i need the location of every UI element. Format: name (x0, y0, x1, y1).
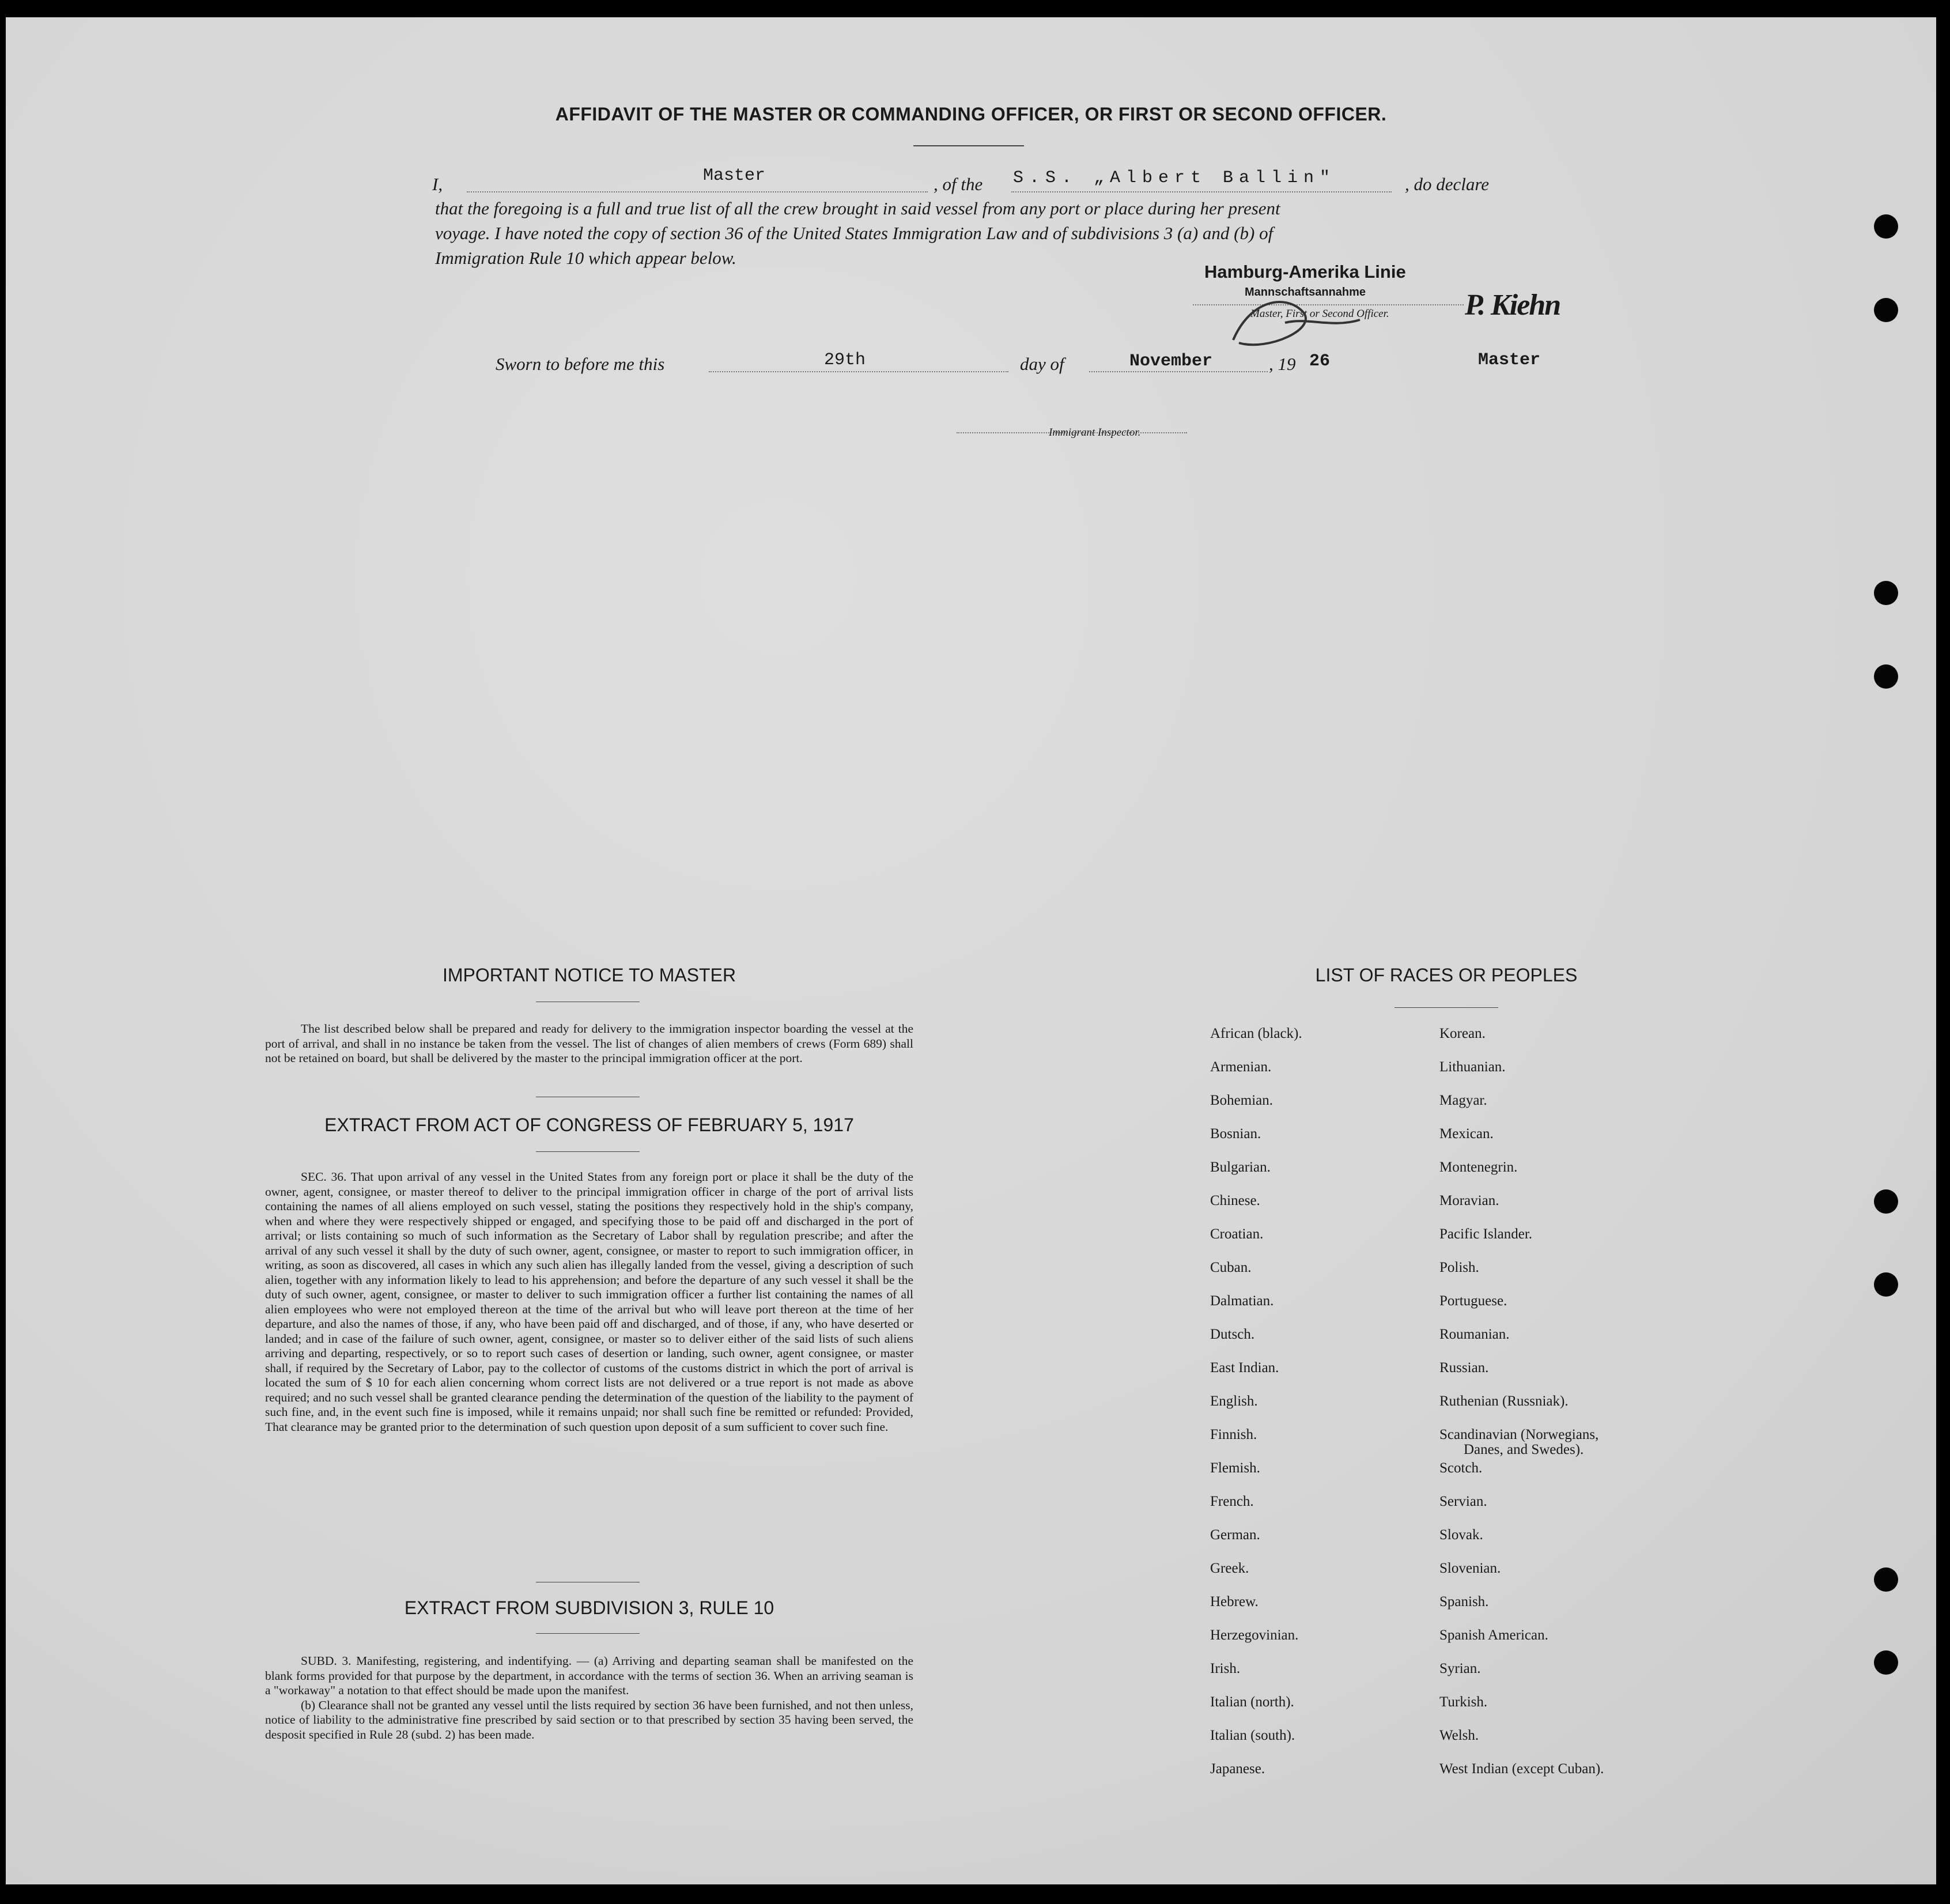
race-item: Portuguese. (1439, 1293, 1507, 1309)
race-item: Slovenian. (1439, 1561, 1501, 1576)
act-text: SEC. 36. That upon arrival of any vessel in the United States from any foreign port or place it shall be the duty of the owner, agent, consignee, or master thereof to deliver to the principal immigration officer in charge of the port of arrival lists containing the names of all aliens employed on such vessel, stating the positions they respectively hold in the ship's company, when and where they were respectively shipped or engaged, and specifying those to be paid off and discharged in the port of arrival; or lists containing so much of such information as the Secretary of Labor shall by regulation prescribe; and after the arrival of any such vessel it shall by the duty of such owner, agent, consignee, or master to report to such immigration officer, in writing, as soon as discovered, all cases in which any such alien has illegally landed from the vessel, giving a description of such alien, together with any information likely to lead to his apprehension; and before the departure of any such vessel it shall be the duty of such owner, agent, consignee, or master to deliver to such immigration officer a further list containing the names of all alien employees who were not employed thereon at the time of the arrival but who will leave port thereon at the time of her departure, and also the names of those, if any, who have been paid off and discharged, and of those, if any, who have deserted or landed; and in case of the failure of such owner, agent, consignee, or master so to deliver either of the said lists of such aliens arriving and departing, respectively, or so to report such cases of desertion or landing, such owner, agent consignee, or master shall, if required by the Secretary of Labor, pay to the collector of customs of the customs district in which the port of arrival is located the sum of $ 10 for each alien concerning whom correct lists are not delivered or a true report is not made as above required; and no such vessel shall be granted clearance pending the determination of the question of the liability to the payment of such fine, and, in the event such fine is imposed, while it remains unpaid; nor shall such fine be remitted or refunded: Provided, That clearance may be granted prior to the determination of such question upon deposit of a sum sufficient to cover such fine. (265, 1170, 913, 1434)
month-blank (1089, 371, 1268, 372)
document-page (6, 17, 1936, 1884)
notice-title: IMPORTANT NOTICE TO MASTER (442, 965, 736, 985)
year-prefix: , 19 (1269, 354, 1296, 374)
company-stamp: Hamburg-Amerika Linie (1204, 262, 1406, 282)
races-divider (1395, 1007, 1498, 1008)
race-item: Italian (north). (1210, 1694, 1294, 1710)
race-item: Korean. (1439, 1026, 1486, 1041)
punch-hole (1874, 1567, 1898, 1592)
rule-divider-bottom (536, 1633, 640, 1634)
day-blank (709, 371, 1008, 372)
race-item: Bohemian. (1210, 1093, 1273, 1108)
rule-text: SUBD. 3. Manifesting, registering, and indentifying. — (a) Arriving and departing seaman shall be manifested on the blank forms provided for that purpose by the department, in accordance with the terms of section 36. When an arriving seaman is a "workaway" a notation to that effect should be made upon the manifest. (b) Clearance shall not be granted any vessel until the lists required by section 36 have been furnished, and not then unless, notice of liability to the administrative fine prescribed by said section or to that prescribed by section 35 having been served, the desposit specified in Rule 28 (subd. 2) has been made. (265, 1654, 913, 1741)
race-item: Dalmatian. (1210, 1293, 1274, 1309)
race-item: Spanish. (1439, 1594, 1489, 1610)
race-item: German. (1210, 1527, 1260, 1543)
race-item: Slovak. (1439, 1527, 1483, 1543)
race-item: Bosnian. (1210, 1126, 1261, 1142)
race-item: Moravian. (1439, 1193, 1499, 1208)
race-item: Irish. (1210, 1661, 1241, 1676)
race-item: Finnish. (1210, 1427, 1257, 1442)
race-item: Greek. (1210, 1561, 1249, 1576)
race-item: Chinese. (1210, 1193, 1260, 1208)
rule-title: EXTRACT FROM SUBDIVISION 3, RULE 10 (404, 1597, 774, 1618)
inspector-caption: Immigrant Inspector. (1049, 426, 1141, 439)
race-item: Russian. (1439, 1360, 1489, 1376)
race-item: French. (1210, 1494, 1254, 1509)
race-item: English. (1210, 1393, 1258, 1409)
signature-caption: Master, First or Second Officer. (1250, 308, 1389, 320)
signature-name: P. Kiehn (1465, 289, 1560, 322)
punch-hole (1874, 214, 1898, 239)
race-item: Spanish American. (1439, 1627, 1548, 1643)
year-value: 26 (1309, 352, 1331, 371)
affidavit-title: AFFIDAVIT OF THE MASTER OR COMMANDING OFFICER, OR FIRST OR SECOND OFFICER. (555, 104, 1387, 124)
punch-hole (1874, 298, 1898, 322)
affidavit-line3: voyage. I have noted the copy of section 36 of the United States Immigration Law and of subdivisions 3 (a) and (b) of (435, 223, 1273, 243)
affidavit-line4: Immigration Rule 10 which appear below. (435, 248, 736, 268)
race-item: Pacific Islander. (1439, 1226, 1533, 1242)
race-item: Dutsch. (1210, 1327, 1255, 1342)
race-item: Scotch. (1439, 1460, 1483, 1476)
officer-value: Master (703, 166, 766, 186)
race-item: Servian. (1439, 1494, 1487, 1509)
race-item: Herzegovinian. (1210, 1627, 1299, 1643)
race-item: Roumanian. (1439, 1327, 1510, 1342)
race-item: Lithuanian. (1439, 1059, 1506, 1075)
race-item: Turkish. (1439, 1694, 1488, 1710)
race-item: Japanese. (1210, 1761, 1265, 1777)
races-title: LIST OF RACES OR PEOPLES (1315, 965, 1578, 985)
act-title: EXTRACT FROM ACT OF CONGRESS OF FEBRUARY 5, 1917 (324, 1115, 854, 1135)
day-value: 29th (824, 350, 866, 370)
race-item: Italian (south). (1210, 1728, 1295, 1743)
race-item: African (black). (1210, 1026, 1302, 1041)
punch-hole (1874, 1189, 1898, 1214)
act-divider-bottom (536, 1151, 640, 1152)
vessel-blank (1011, 191, 1392, 192)
race-item: Cuban. (1210, 1260, 1252, 1275)
race-item: Mexican. (1439, 1126, 1494, 1142)
punch-hole (1874, 664, 1898, 689)
punch-hole (1874, 1272, 1898, 1297)
race-item: Polish. (1439, 1260, 1479, 1275)
race-item: Flemish. (1210, 1460, 1260, 1476)
vessel-value: S.S. „Albert Ballin" (1013, 168, 1336, 188)
race-item: Bulgarian. (1210, 1159, 1271, 1175)
sworn-label: Sworn to before me this (496, 354, 665, 374)
day-label: day of (1020, 354, 1064, 374)
affidavit-line1-mid: , of the (934, 174, 983, 194)
company-stamp-sub: Mannschaftsannahme (1245, 286, 1366, 299)
punch-hole (1874, 581, 1898, 605)
race-item: Armenian. (1210, 1059, 1272, 1075)
race-item: Syrian. (1439, 1661, 1481, 1676)
race-item: Hebrew. (1210, 1594, 1259, 1610)
race-item: Welsh. (1439, 1728, 1479, 1743)
officer-blank (467, 191, 928, 192)
race-item: Magyar. (1439, 1093, 1487, 1108)
handwritten-signature-mark (1216, 288, 1377, 357)
rank-value: Master (1478, 350, 1541, 370)
race-item: Ruthenian (Russniak). (1439, 1393, 1569, 1409)
punch-hole (1874, 1650, 1898, 1675)
race-item: Scandinavian (Norwegians, (1439, 1427, 1599, 1442)
title-divider (913, 145, 1024, 146)
race-item: West Indian (except Cuban). (1439, 1761, 1604, 1777)
race-item: Croatian. (1210, 1226, 1264, 1242)
month-value: November (1129, 352, 1213, 371)
race-item: Montenegrin. (1439, 1159, 1518, 1175)
race-item: East Indian. (1210, 1360, 1279, 1376)
affidavit-line2: that the foregoing is a full and true list of all the crew brought in said vessel from any port or place during her present (435, 198, 1280, 218)
affidavit-line1-start: I, (432, 174, 443, 194)
affidavit-line1-end: , do declare (1405, 174, 1490, 194)
notice-text: The list described below shall be prepared and ready for delivery to the immigration inspector boarding the vessel at the port of arrival, and shall in no instance be taken from the vessel. The list of changes of alien members of crews (Form 689) shall not be retained on board, but shall be delivered by the master to the principal immigration officer at the port. (265, 1022, 913, 1065)
race-scandinavian-continuation: Danes, and Swedes). (1464, 1442, 1584, 1457)
